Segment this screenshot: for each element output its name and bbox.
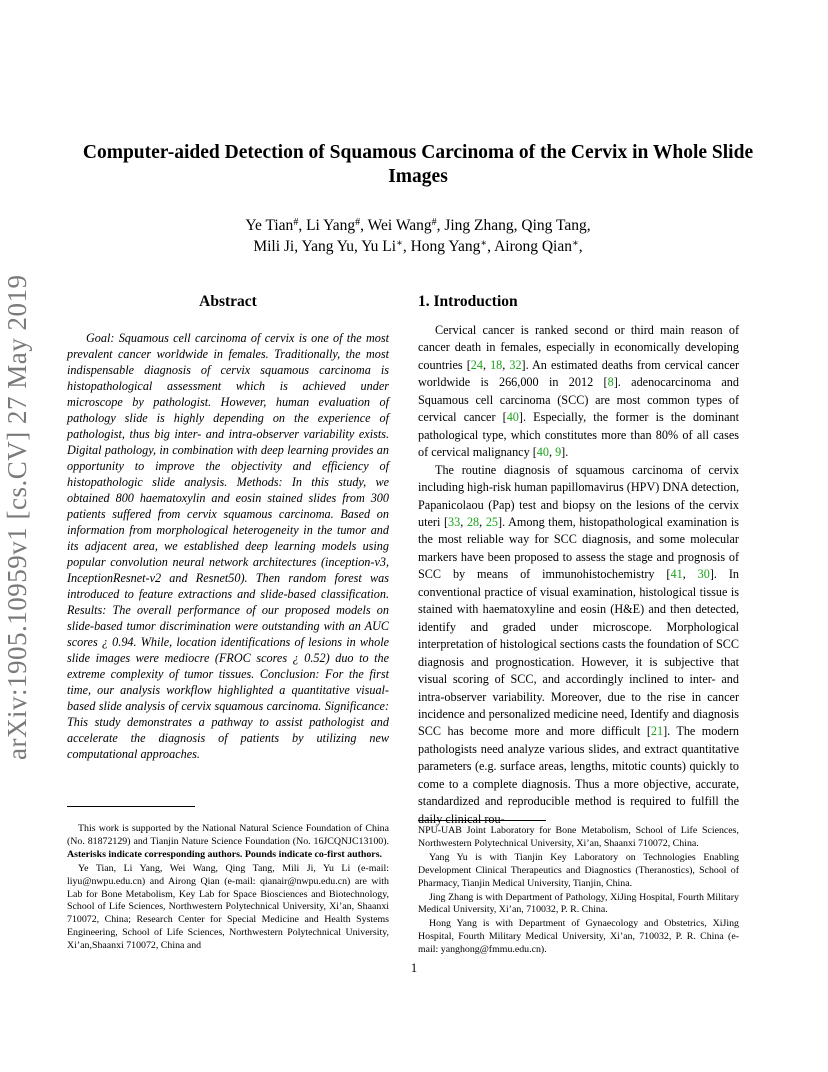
author-name: Airong Qian [494, 238, 572, 255]
text-run: , [682, 567, 698, 582]
text-run: ]. adenocarcinoma and Squamous cell carcinoma (SCC) are most common types of cervical cancer [ [418, 375, 739, 425]
footnote-funding [67, 823, 389, 862]
arxiv-identifier: arXiv:1905.10959v1 [cs.CV] 27 May 2019 [2, 274, 32, 760]
introduction-paragraph [418, 462, 739, 829]
author-separator: , [298, 217, 307, 234]
text-run: , [548, 445, 556, 460]
author-mark: # [355, 217, 361, 228]
footnote-funding-text: This work is supported by the National Natural Science Foundation of China (No. 81872129) and Tianjin Nature Science Foundation (No. 16JCQNJC13100). [67, 823, 389, 847]
author-name: Li Yang [306, 217, 356, 234]
author-line-1 [58, 215, 778, 236]
author-mark: ∗ [572, 238, 579, 249]
text-run: , [502, 357, 510, 372]
author-name: Mili Ji [253, 238, 295, 255]
citation-link[interactable]: 18 [490, 357, 503, 372]
citation-link[interactable]: 24 [470, 357, 483, 372]
citation-link[interactable]: 30 [697, 567, 710, 582]
citation-link[interactable]: 40 [506, 410, 519, 425]
citation-link[interactable]: 33 [448, 514, 461, 529]
author-separator: , [360, 217, 368, 234]
footnote-affiliation-cont: NPU-UAB Joint Laboratory for Bone Metabolism, School of Life Sciences, Northwestern Polytechnical University, Xi’an, Shaanxi 710072, China. [418, 825, 739, 849]
page-number: 1 [410, 961, 418, 975]
citation-link[interactable]: 25 [485, 514, 499, 529]
footnote-rule-left [67, 806, 195, 807]
author-mark: # [293, 217, 299, 228]
author-mark: ∗ [480, 238, 488, 249]
abstract-heading: Abstract [199, 293, 257, 310]
author-name: Ye Tian [245, 217, 294, 234]
footnote-yang-yu: Yang Yu is with Tianjin Key Laboratory on Technologies Enabling Development Clinical Therapeutics and Diagnostics (Theranostics), School of Pharmacy, Tianjin Medical University, Tianjin, China. [418, 851, 739, 889]
author-separator: , [436, 217, 445, 234]
footnote-hong-yang: Hong Yang is with Department of Gynaecology and Obstetrics, XiJing Hospital, Fourth Military Medical University, Xi’an, 710032, P. R. China (e-mail: yanghong@fmmu.edu.cn). [418, 918, 739, 956]
author-separator: , [294, 238, 302, 255]
text-run: The routine diagnosis of squamous carcinoma of cervix including high-risk human papillomavirus (HPV) DNA detection, Papanicolaou (Pap) test and biopsy on the lesions of the cervix uteri [ [418, 462, 739, 529]
author-list [58, 215, 778, 257]
footnotes-left [67, 823, 389, 954]
citation-link[interactable]: 21 [650, 724, 664, 739]
author-separator: , [354, 238, 362, 255]
author-line-2 [58, 236, 778, 257]
footnote-authorship-note: Asterisks indicate corresponding authors. Pounds indicate co-first authors. [67, 848, 383, 860]
citation-link[interactable]: 40 [536, 445, 549, 460]
author-separator: , [586, 217, 591, 234]
text-run: , [482, 357, 491, 372]
footnote-affiliations: Ye Tian, Li Yang, Wei Wang, Qing Tang, Mili Ji, Yu Li (e-mail: liyu@nwpu.edu.cn) and Airong Qian (e-mail: qianair@nwpu.edu.cn) are with Lab for Bone Metabolism, Key Lab for Space Biosciences and Biotechnology, School of Life Sciences, Northwestern Polytechnical University, Xi’an, Shaanxi 710072, China; Research Center for Special Medicine and Health Systems Engineering, School of Life Sciences, Northwestern Polytechnical University, Xi’an,Shaanxi 710072, China and [67, 862, 389, 952]
text-run: ]. An estimated deaths from cervical cancer worldwide is 266,000 in 2012 [ [418, 357, 739, 390]
author-name: Yu Li [361, 238, 397, 255]
author-name: Jing Zhang [444, 217, 514, 234]
text-run: ]. In conventional practice of visual examination, histological tissue is stained with haematoxyline and eosin (H&E) and then detected, identify and graded under microscope. Morphological interpretation of histological sections casts the foundation of SCC diagnosis and prognostication. However, it is subjective that visual scoring of SCC, and accordingly inclined to inter- and intra-observer variability. Moreover, due to the rise in cancer incidence and personalized medicine need, Identify and diagnosis SCC has become more and more difficult [ [418, 567, 739, 739]
author-separator: , [487, 238, 495, 255]
footnote-rule-right [418, 820, 546, 821]
citation-link[interactable]: 32 [509, 357, 522, 372]
author-name: Qing Tang [521, 217, 587, 234]
footnote-jing-zhang: Jing Zhang is with Department of Pathology, XiJing Hospital, Fourth Military Medical University, Xi’an, 710032, P. R. China. [418, 891, 739, 916]
citation-link[interactable]: 8 [607, 375, 614, 390]
paper-title: Computer-aided Detection of Squamous Carcinoma of the Cervix in Whole Slide Images [82, 142, 754, 187]
footnotes-right [418, 825, 739, 958]
text-run: Cervical cancer is ranked second or third main reason of cancer death in females, especially in economically developing countries [ [418, 323, 739, 372]
text-run: ]. [561, 445, 569, 460]
text-run: , [479, 514, 486, 529]
introduction-heading: 1. Introduction [418, 293, 518, 310]
author-separator: , [513, 217, 522, 234]
text-run: ]. Especially, the former is the dominant pathological type, which constitutes more than 80% of all cases of cervical malignancy [ [418, 410, 739, 460]
citation-link[interactable]: 41 [670, 567, 683, 582]
introduction-paragraph [418, 322, 739, 462]
author-name: Yang Yu [301, 238, 354, 255]
text-run: , [460, 514, 467, 529]
introduction-body [418, 322, 739, 828]
author-name: Wei Wang [367, 217, 432, 234]
citation-link[interactable]: 28 [466, 514, 480, 529]
author-mark: # [431, 217, 437, 228]
abstract-text: Goal: Squamous cell carcinoma of cervix is one of the most prevalent cancer worldwide in females. Traditionally, the most indispensable diagnosis of cervix squamous carcinoma is histopathological assessment which is achieved under microscope by pathologist. However, human evaluation of pathology slide is highly depending on the experience of pathologist, thus big inter- and intra-observer variability exists. Digital pathology, in combination with deep learning provides an opportunity to improve the objectivity and efficiency of histopathologic slide analysis. Methods: In this study, we obtained 800 haematoxylin and eosin stained slides from 300 patients suffered from cervix squamous carcinoma. Based on information from morphological heterogeneity in the tumor and its adjacent area, we established deep learning models using popular convolution neural network architectures (inception-v3, InceptionResnet-v2 and Resnet50). Then random forest was introduced to feature extractions and slide-based classification. Results: The overall performance of our proposed models on slide-based tumor discrimination were outstanding with an AUC scores ¿ 0.94. While, location identifications of lesions in whole slide images were mediocre (FROC scores ¿ 0.52) duo to the extreme complexity of tumor tissues. Conclusion: For the first time, our analysis workflow highlighted a quantitative visual-based slide analysis of cervix squamous carcinoma. Significance: This study demonstrates a pathway to assist pathologist and accelerate the diagnosis of patients by utilizing new computational approaches. [67, 331, 389, 761]
author-mark: ∗ [396, 238, 403, 249]
author-separator: , [402, 238, 411, 255]
author-name: Hong Yang [410, 238, 481, 255]
author-separator: , [578, 238, 583, 255]
text-run: ]. Among them, histopathological examination is the most reliable way for SCC diagnosis, and some molecular markers have been proposed to assess the stage and prognosis of SCC by means of immunohistochemistry [ [418, 514, 739, 582]
text-run: ]. The modern pathologists need analyze various slides, and extract quantitative parameters (e.g. surface areas, lengths, mitotic counts) quickly to come to a complete diagnosis. Thus a more objective, accurate, standardized and reproducible method is required to fulfill the daily clinical rou- [418, 724, 739, 826]
citation-link[interactable]: 9 [555, 445, 562, 460]
